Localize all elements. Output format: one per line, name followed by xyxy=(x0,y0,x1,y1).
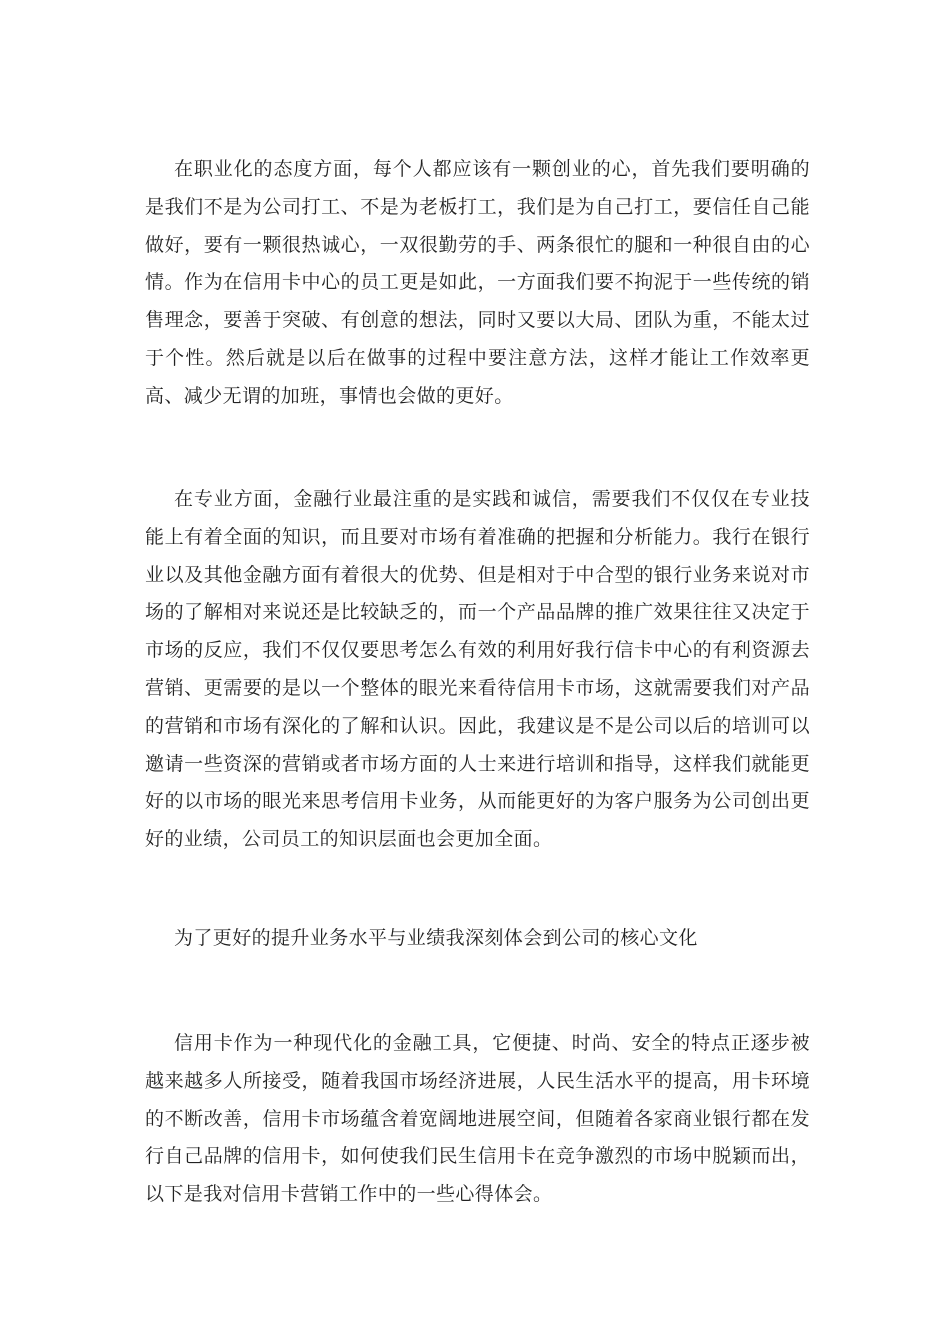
paragraph-professional-knowledge: 在专业方面，金融行业最注重的是实践和诚信，需要我们不仅仅在专业技能上有着全面的知识，而且要对市场有着准确的把握和分析能力。我行在银行业以及其他金融方面有着很大的优势、但是相对于中合型的银行业务来说对市场的了解相对来说还是比较缺乏的，而一个产品品牌的推广效果往往又决定于市场的反应，我们不仅仅要思考怎么有效的利用好我行信卡中心的有利资源去营销、更需要的是以一个整体的眼光来看待信用卡市场，这就需要我们对产品的营销和市场有深化的了解和认识。因此，我建议是不是公司以后的培训可以邀请一些资深的营销或者市场方面的人士来进行培训和指导，这样我们就能更好的以市场的眼光来思考信用卡业务，从而能更好的为客户服务为公司创出更好的业绩，公司员工的知识层面也会更加全面。 xyxy=(145,488,810,851)
paragraph-core-culture-heading: 为了更好的提升业务水平与业绩我深刻体会到公司的核心文化 xyxy=(174,927,698,949)
paragraph-credit-card-intro: 信用卡作为一种现代化的金融工具，它便捷、时尚、安全的特点正逐步被越来越多人所接受，随着我国市场经济进展，人民生活水平的提高，用卡环境的不断改善，信用卡市场蕴含着宽阔地进展空间，但随着各家商业银行都在发行自己品牌的信用卡，如何使我们民生信用卡在竞争激烈的市场中脱颖而出，以下是我对信用卡营销工作中的一些心得体会。 xyxy=(145,1032,810,1206)
paragraph-professional-attitude: 在职业化的态度方面，每个人都应该有一颗创业的心，首先我们要明确的是我们不是为公司打工、不是为老板打工，我们是为自己打工，要信任自己能做好，要有一颗很热诚心，一双很勤劳的手、两条很忙的腿和一种很自由的心情。作为在信用卡中心的员工更是如此，一方面我们要不拘泥于一些传统的销售理念，要善于突破、有创意的想法，同时又要以大局、团队为重，不能太过于个性。然后就是以后在做事的过程中要注意方法，这样才能让工作效率更高、减少无谓的加班，事情也会做的更好。 xyxy=(145,158,810,407)
